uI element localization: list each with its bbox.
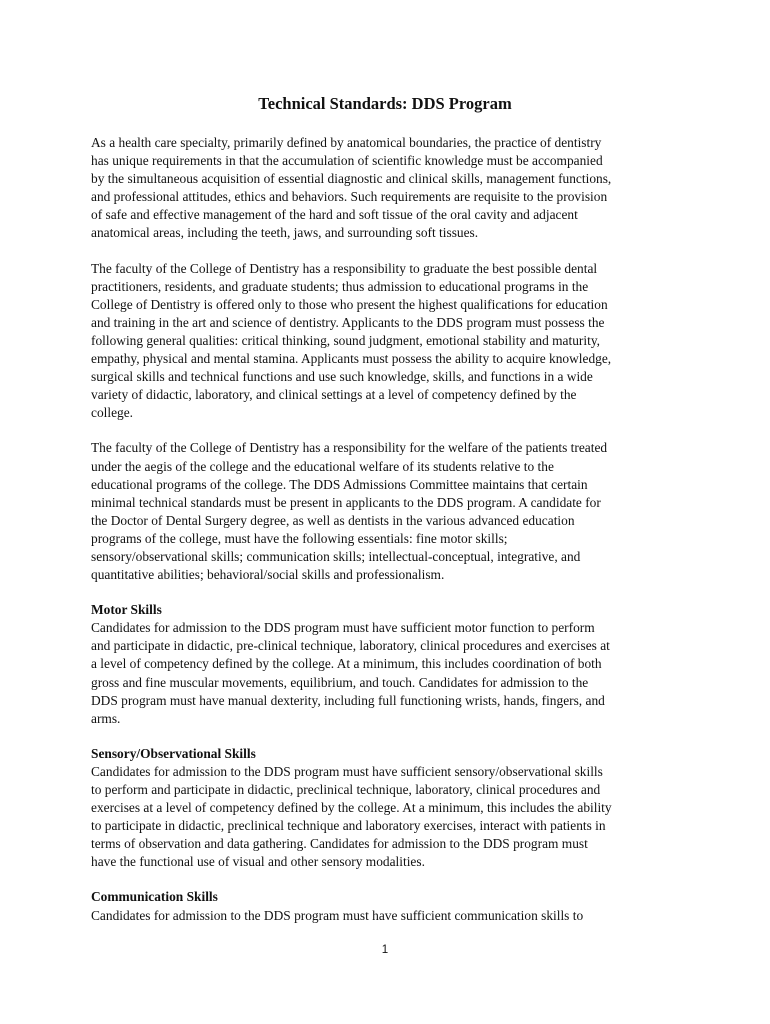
section-heading: Motor Skills [91, 602, 162, 618]
section-motor-skills [91, 601, 691, 728]
page-number: 1 [381, 944, 389, 956]
section-text: Candidates for admission to the DDS program must have sufficient motor function to perform and participate in didactic, pre-clinical technique, laboratory, clinical procedures and exercises at a level of competency defined by the college. At a minimum, this includes coordination of both gross and fine muscular movements, equilibrium, and touch. Candidates for admission to the DDS program must have manual dexterity, including full functioning wrists, hands, fingers, and arms. [91, 620, 610, 726]
section-sensory-observational-skills [91, 745, 691, 872]
intro-paragraph: As a health care specialty, primarily defined by anatomical boundaries, the practice of dentistry has unique requirements in that the accumulation of scientific knowledge must be accompanied by the simultaneous acquisition of essential diagnostic and clinical skills, management functions, and professional attitudes, ethics and behaviors. Such requirements are requisite to the provision of safe and effective management of the hard and soft tissue of the oral cavity and adjacent anatomical areas, including the teeth, jaws, and surrounding soft tissues. [91, 135, 612, 241]
section-communication-skills [91, 888, 691, 924]
faculty-responsibility-paragraph: The faculty of the College of Dentistry has a responsibility to graduate the best possible dental practitioners, residents, and graduate students; thus admission to educational programs in the College of Dentistry is offered only to those who present the highest qualifications for education and training in the art and science of dentistry. Applicants to the DDS program must possess the following general qualities: critical thinking, sound judgment, emotional stability and maturity, empathy, physical and mental stamina. Applicants must possess the ability to acquire knowledge, surgical skills and technical functions and use such knowledge, skills, and functions in a wide variety of didactic, laboratory, and clinical settings at a level of competency defined by the college. [91, 260, 612, 421]
page-title: Technical Standards: DDS Program [258, 94, 512, 113]
section-heading: Communication Skills [91, 889, 218, 905]
section-text: Candidates for admission to the DDS program must have sufficient sensory/observational skills to perform and participate in didactic, preclinical technique, laboratory, clinical procedures and exercises at a level of competency defined by the college. At a minimum, this includes the ability to participate in didactic, preclinical technique and laboratory exercises, interact with patients in terms of observation and data gathering. Candidates for admission to the DDS program must have the functional use of visual and other sensory modalities. [91, 763, 612, 870]
section-text: Candidates for admission to the DDS program must have sufficient communication skills to [91, 907, 584, 923]
section-heading: Sensory/Observational Skills [91, 745, 256, 761]
document-body [91, 134, 691, 942]
patient-welfare-paragraph: The faculty of the College of Dentistry has a responsibility for the welfare of the patients treated under the aegis of the college and the educational welfare of its students relative to the educational programs of the college. The DDS Admissions Committee maintains that certain minimal technical standards must be present in applicants to the DDS program. A candidate for the Doctor of Dental Surgery degree, as well as dentists in the various advanced education programs of the college, must have the following essentials: fine motor skills; sensory/observational skills; communication skills; intellectual-conceptual, integrative, and quantitative abilities; behavioral/social skills and professionalism. [91, 440, 608, 583]
